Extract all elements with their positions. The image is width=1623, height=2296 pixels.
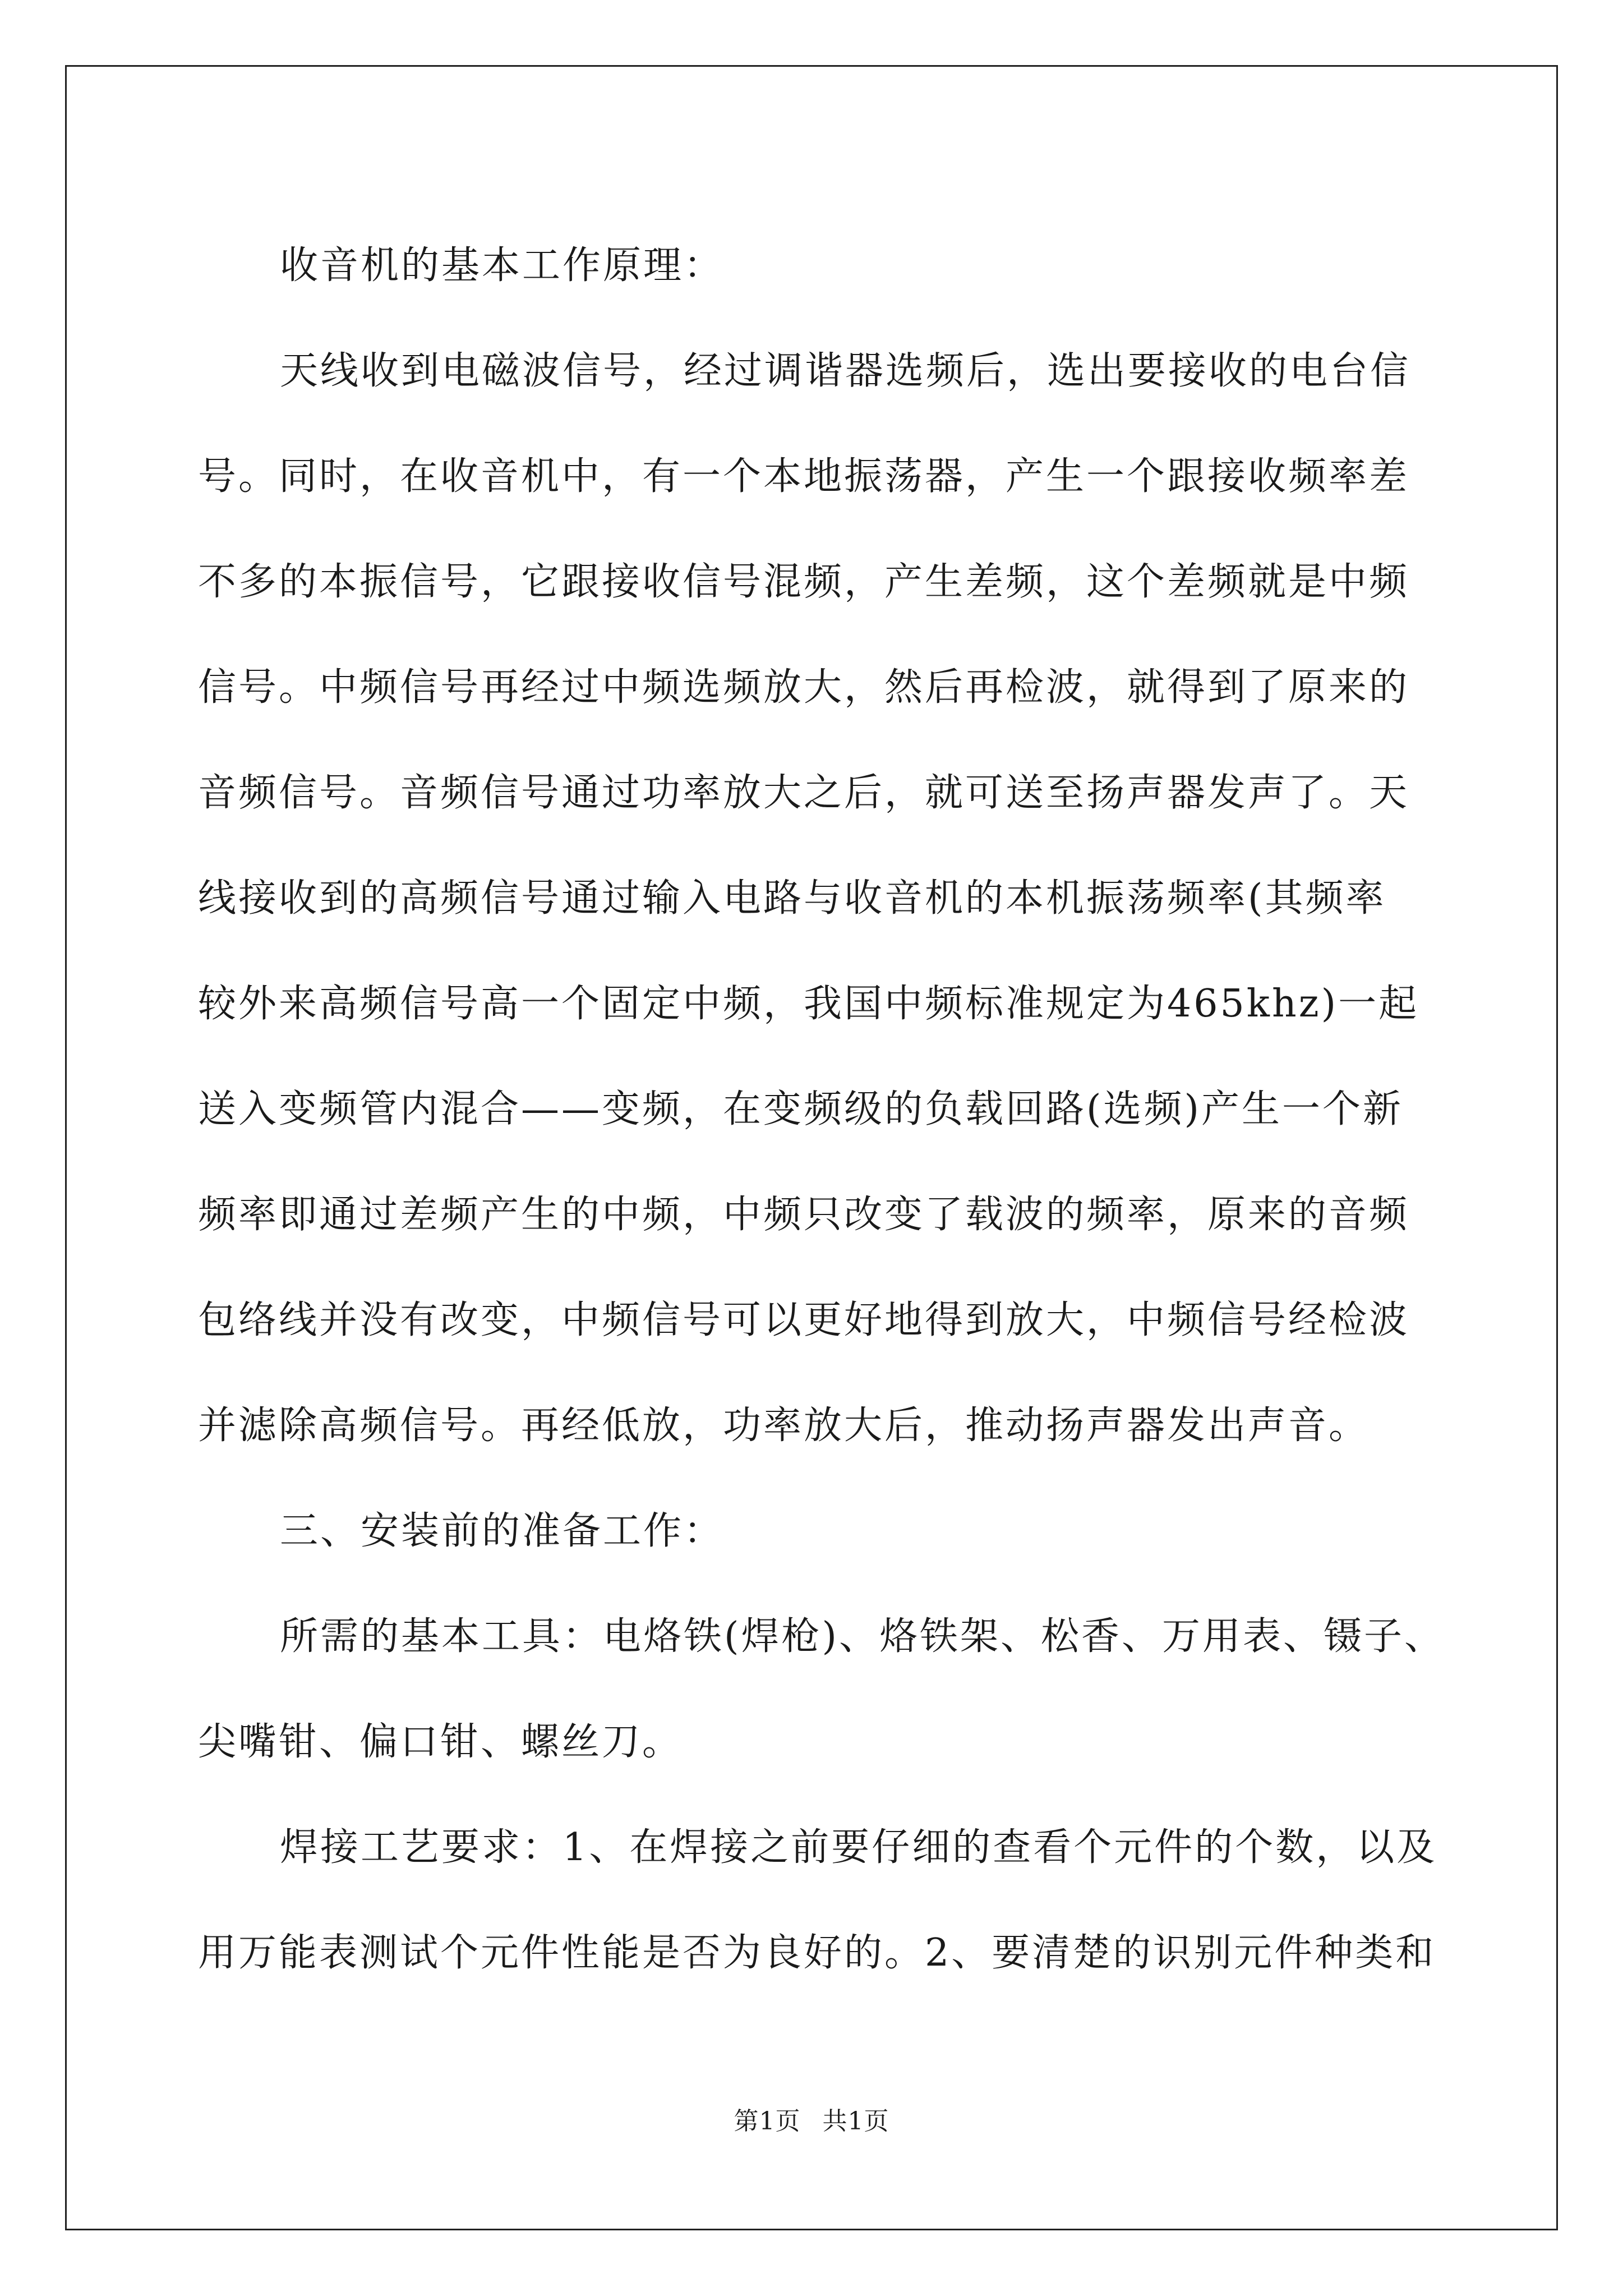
text-line: 包络线并没有改变，中频信号可以更好地得到放大，中频信号经检波: [198, 1298, 1410, 1342]
document-body: [198, 213, 1445, 2006]
text-line: 不多的本振信号，它跟接收信号混频，产生差频，这个差频就是中频: [198, 560, 1410, 604]
page-footer: [0, 2101, 1623, 2137]
text-line: 所需的基本工具：电烙铁(焊枪)、烙铁架、松香、万用表、镊子、: [280, 1614, 1445, 1659]
paragraph-heading-principle: [198, 213, 1432, 319]
text-line: 并滤除高频信号。再经低放，功率放大后，推动扬声器发出声音。: [198, 1404, 1370, 1448]
paragraph-tools: [198, 1584, 1445, 1795]
paragraph-heading-preparation: [198, 1479, 1432, 1584]
text-line: 号。同时，在收音机中，有一个本地振荡器，产生一个跟接收频率差: [198, 454, 1410, 499]
text-line: 三、安装前的准备工作：: [280, 1509, 725, 1553]
text-line: 天线收到电磁波信号，经过调谐器选频后，选出要接收的电台信: [280, 349, 1411, 393]
text-line: 信号。中频信号再经过中频选频放大，然后再检波，就得到了原来的: [198, 665, 1410, 710]
text-line: 用万能表测试个元件性能是否为良好的。2、要清楚的识别元件种类和: [198, 1931, 1436, 1975]
page-total: 共1页: [822, 2107, 889, 2136]
text-line: 尖嘴钳、偏口钳、螺丝刀。: [198, 1720, 683, 1764]
paragraph-welding-requirements: [198, 1795, 1437, 2006]
page-number: 第1页: [734, 2107, 801, 2136]
text-line: 线接收到的高频信号通过输入电路与收音机的本机振荡频率(其频率: [198, 876, 1386, 921]
text-line: 音频信号。音频信号通过功率放大之后，就可送至扬声器发声了。天: [198, 771, 1410, 815]
text-line: 频率即通过差频产生的中频，中频只改变了载波的频率，原来的音频: [198, 1193, 1410, 1237]
text-line: 收音机的基本工作原理：: [280, 243, 725, 288]
text-line: 较外来高频信号高一个固定中频，我国中频标准规定为465khz)一起: [198, 982, 1419, 1026]
paragraph-principle-body: [198, 319, 1432, 1479]
text-line: 焊接工艺要求：1、在焊接之前要仔细的查看个元件的个数，以及: [280, 1825, 1437, 1870]
text-line: 送入变频管内混合——变频，在变频级的负载回路(选频)产生一个新: [198, 1087, 1404, 1131]
